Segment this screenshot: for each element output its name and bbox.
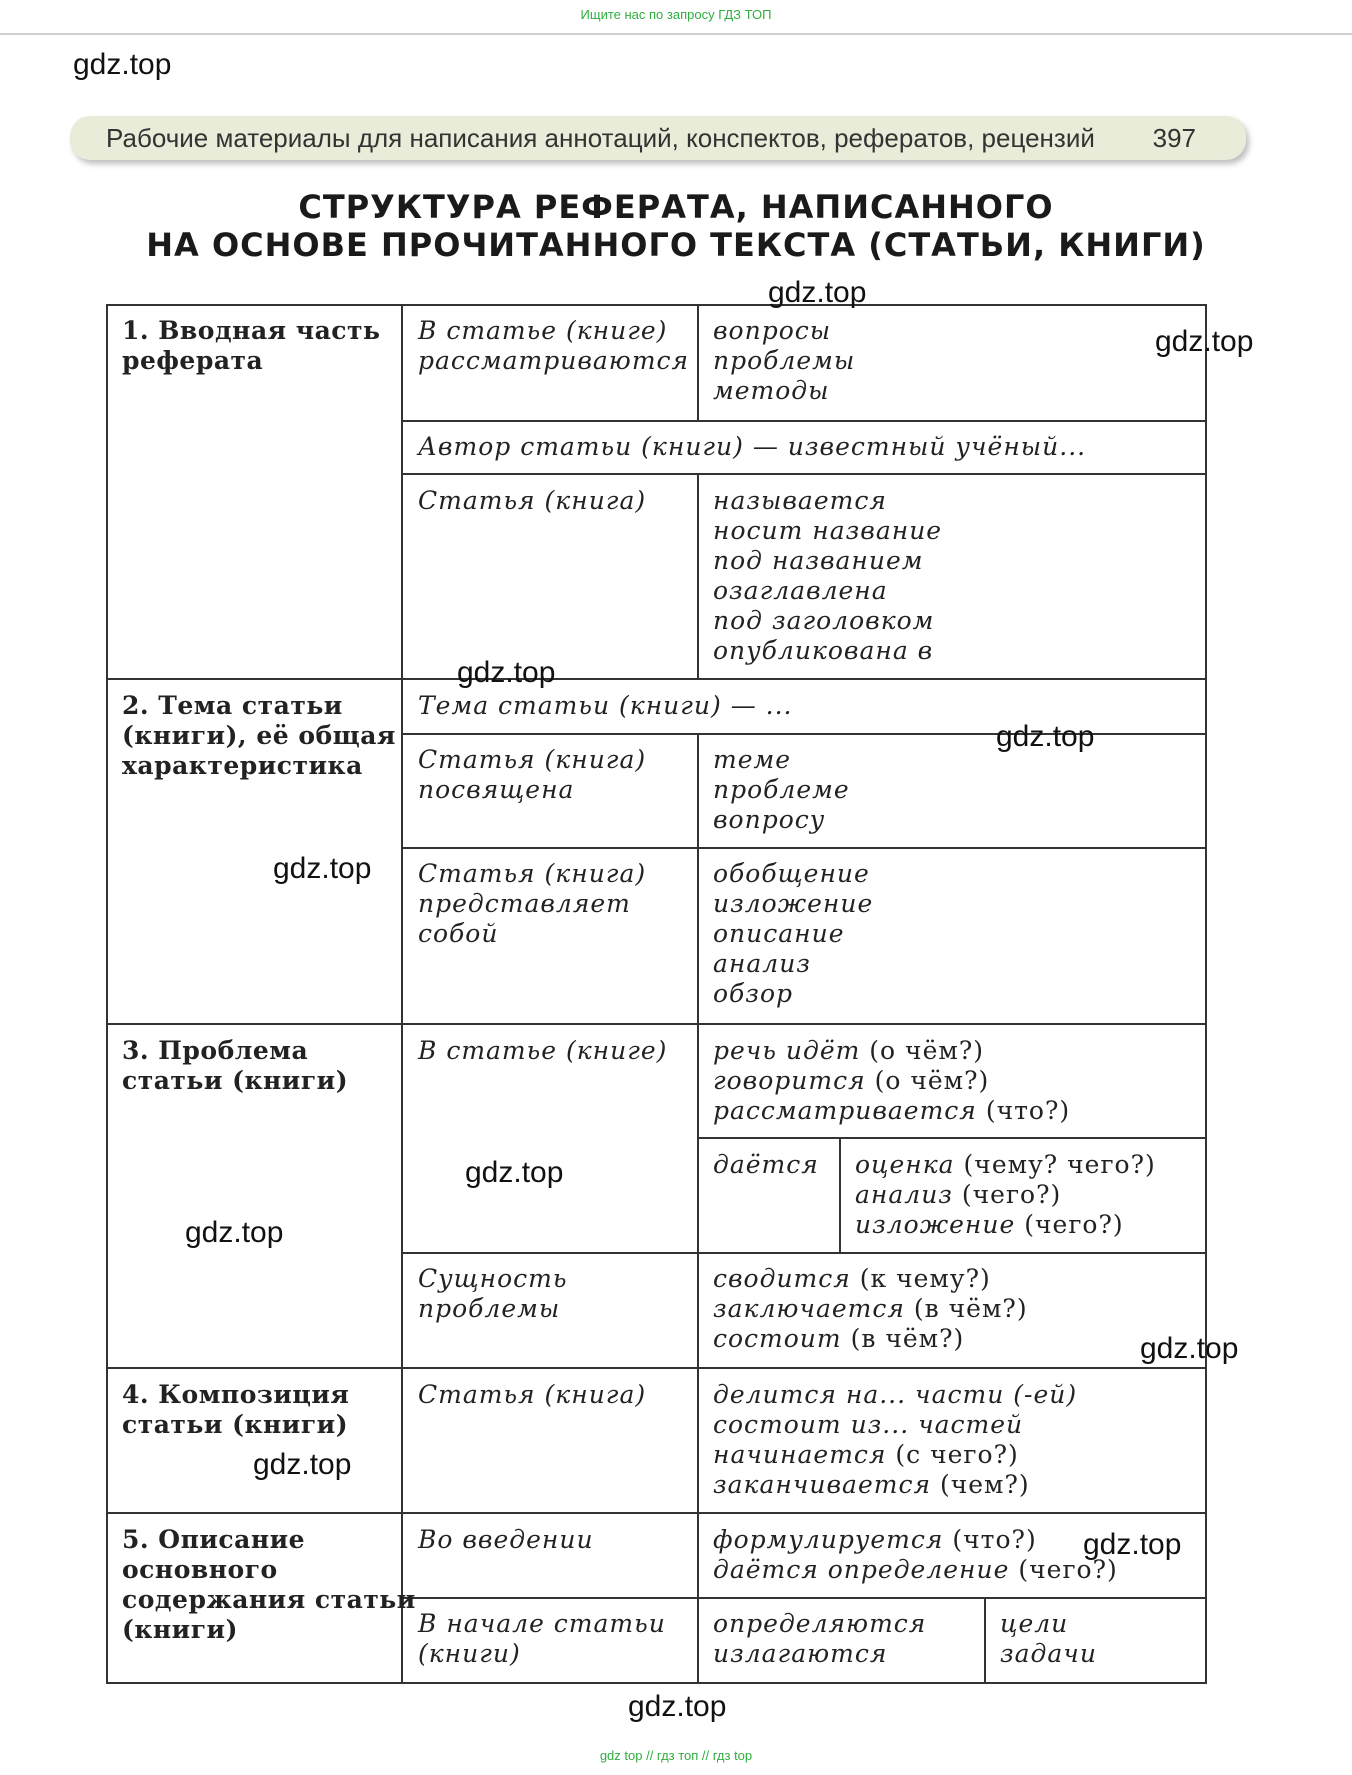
watermark: gdz.top — [273, 852, 372, 885]
section-4-label: 4. Композиция статьи (книги) — [122, 1380, 350, 1439]
section-5-intro-options: формулируется (что?) даётся определение (чего?) — [713, 1525, 1118, 1584]
section-5-objects: цели задачи — [1000, 1609, 1097, 1668]
section-2-options: теме проблеме вопросу — [713, 745, 850, 834]
title-line-2: НА ОСНОВЕ ПРОЧИТАННОГО ТЕКСТА (СТАТЬИ, КНИГИ) — [146, 226, 1206, 264]
page-header — [70, 116, 1246, 160]
section-2-theme: Тема статьи (книги) — ... — [418, 691, 793, 720]
section-2-label: 2. Тема статьи (книги), её общая характеристика — [122, 691, 396, 780]
watermark: gdz.top — [185, 1216, 284, 1249]
section-2-options-2: обобщение изложение описание анализ обзор — [713, 859, 874, 1008]
section-4-phrase: Статья (книга) — [418, 1380, 647, 1409]
section-2-phrase-2: Статья (книга) представляет собой — [418, 859, 647, 948]
title-line-1: СТРУКТУРА РЕФЕРАТА, НАПИСАННОГО — [298, 188, 1054, 226]
section-1-author: Автор статьи (книги) — известный учёный... — [418, 432, 1087, 461]
page-number: 397 — [1152, 123, 1196, 153]
watermark: gdz.top — [1140, 1332, 1239, 1365]
section-1-title-phrase: Статья (книга) — [418, 486, 647, 515]
section-1-phrase: В статье (книге) рассматриваются — [418, 316, 690, 375]
section-3-essence-options: сводится (к чему?) заключается (в чём?) состоит (в чём?) — [713, 1264, 1028, 1353]
section-3-label: 3. Проблема статьи (книги) — [122, 1036, 349, 1095]
watermark: gdz.top — [1155, 325, 1254, 358]
watermark: gdz.top — [73, 48, 172, 81]
section-3-phrase: В статье (книге) — [418, 1036, 668, 1065]
section-2-phrase: Статья (книга) посвящена — [418, 745, 647, 804]
footer-links[interactable]: gdz top // гдз топ // гдз top — [599, 1748, 753, 1763]
section-1-label: 1. Вводная часть реферата — [122, 316, 381, 375]
watermark: gdz.top — [768, 276, 867, 309]
top-banner: Ищите нас по запросу ГДЗ ТОП — [0, 0, 1352, 35]
section-3-options: речь идёт (о чём?) говорится (о чём?) рассматривается (что?) — [713, 1036, 1071, 1125]
section-5-verbs: определяются излагаются — [713, 1609, 927, 1668]
watermark: gdz.top — [1083, 1528, 1182, 1561]
section-5-label: 5. Описание основного содержания статьи (книги) — [122, 1525, 416, 1644]
watermark: gdz.top — [628, 1690, 727, 1723]
section-1-title-options: называется носит название под названием озаглавлена под заголовком опубликована в — [713, 486, 943, 665]
page-title — [0, 188, 1352, 264]
page-header-text: Рабочие материалы для написания аннотаций, конспектов, рефератов, рецензий — [106, 123, 1095, 153]
section-4-options: делится на... части (-ей) состоит из... частей начинается (с чего?) заканчивается (чем?) — [713, 1380, 1078, 1499]
watermark: gdz.top — [457, 656, 556, 689]
section-3-given: даётся — [713, 1150, 819, 1179]
section-5-beginning: В начале статьи (книги) — [418, 1609, 666, 1668]
section-3-given-options: оценка (чему? чего?) анализ (чего?) изложение (чего?) — [855, 1150, 1156, 1239]
watermark: gdz.top — [253, 1448, 352, 1481]
section-3-essence: Сущность проблемы — [418, 1264, 568, 1323]
watermark: gdz.top — [465, 1156, 564, 1189]
watermark: gdz.top — [996, 720, 1095, 753]
section-5-intro: Во введении — [418, 1525, 594, 1554]
section-1-options: вопросы проблемы методы — [713, 316, 856, 405]
